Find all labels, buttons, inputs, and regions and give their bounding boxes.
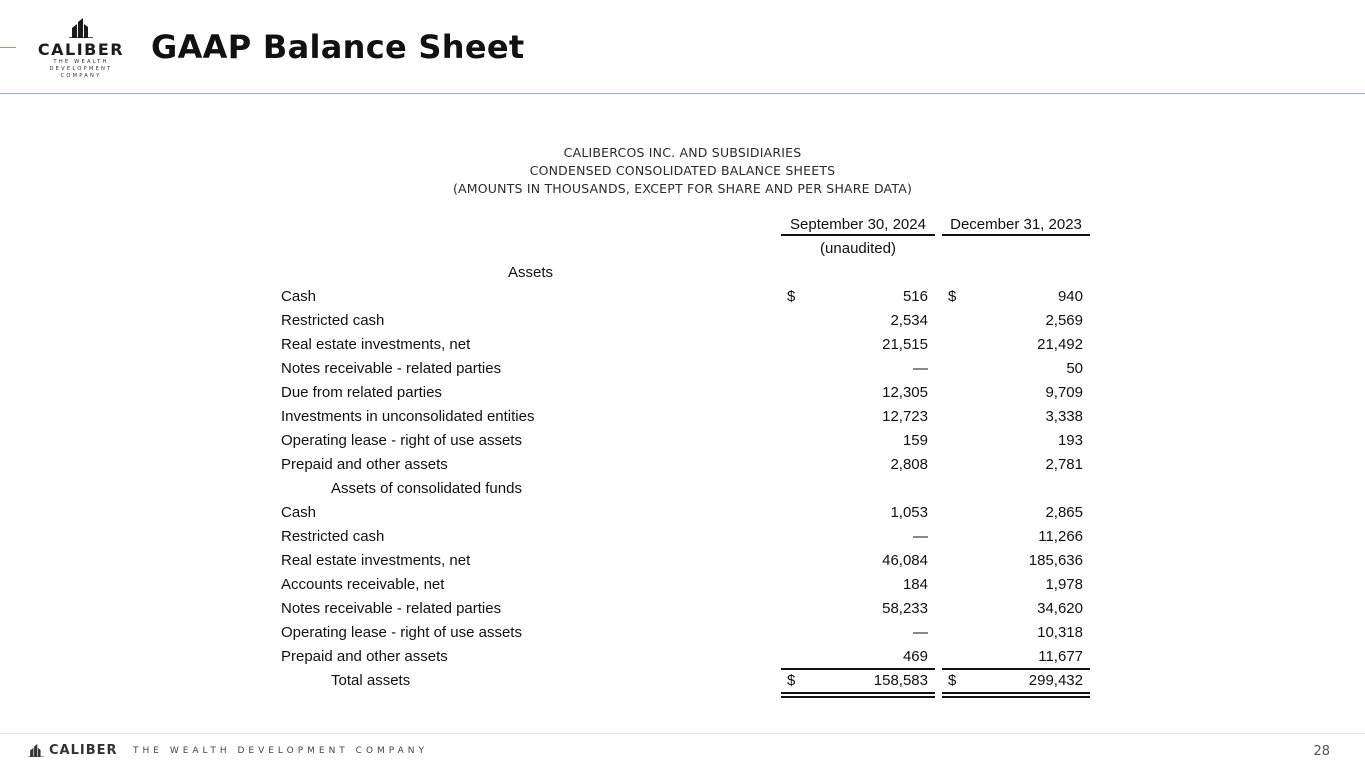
row-label: Prepaid and other assets bbox=[281, 648, 448, 665]
unaudited-note: (unaudited) bbox=[820, 240, 896, 257]
row-label: Restricted cash bbox=[281, 312, 385, 329]
footer-wordmark: CALIBER bbox=[49, 743, 118, 758]
table-row bbox=[0, 406, 1365, 430]
page-title: GAAP Balance Sheet bbox=[151, 28, 525, 66]
value-dec-2023: 50 bbox=[1066, 360, 1083, 377]
row-label: Real estate investments, net bbox=[281, 552, 471, 569]
table-row bbox=[0, 550, 1365, 574]
row-label: Investments in unconsolidated entities bbox=[281, 408, 535, 425]
row-label: Operating lease - right of use assets bbox=[281, 624, 522, 641]
value-dec-2023: 185,636 bbox=[1028, 552, 1083, 569]
caliber-logo bbox=[22, 18, 140, 79]
total-double-rule bbox=[781, 696, 935, 698]
value-sep-2024: 2,534 bbox=[890, 312, 928, 329]
value-dec-2023: 3,338 bbox=[1045, 408, 1083, 425]
value-sep-2024: 46,084 bbox=[882, 552, 928, 569]
table-row bbox=[0, 646, 1365, 670]
row-label: Total assets bbox=[331, 672, 411, 689]
subtotal-rule bbox=[781, 668, 935, 670]
value-dec-2023: 299,432 bbox=[1028, 672, 1083, 689]
row-label: Operating lease - right of use assets bbox=[281, 432, 522, 449]
value-sep-2024: 21,515 bbox=[882, 336, 928, 353]
logo-tagline bbox=[22, 59, 140, 80]
subtotal-rule bbox=[942, 668, 1090, 670]
column-header-dec-2023: December 31, 2023 bbox=[950, 216, 1082, 233]
value-sep-2024: 58,233 bbox=[882, 600, 928, 617]
footer-tagline: THE WEALTH DEVELOPMENT COMPANY bbox=[133, 746, 429, 756]
row-label: Cash bbox=[281, 504, 317, 521]
value-sep-2024: 158,583 bbox=[873, 672, 928, 689]
section-heading-assets: Assets bbox=[508, 264, 554, 281]
building-logo-icon bbox=[68, 18, 94, 38]
column-header-underline bbox=[781, 234, 935, 236]
company-heading: CALIBERCOS INC. AND SUBSIDIARIES bbox=[563, 145, 802, 160]
value-dec-2023: 10,318 bbox=[1037, 624, 1083, 641]
value-dec-2023: 11,266 bbox=[1038, 528, 1083, 545]
value-sep-2024: 469 bbox=[902, 648, 928, 665]
units-heading: (AMOUNTS IN THOUSANDS, EXCEPT FOR SHARE AND PER SHARE DATA) bbox=[452, 181, 913, 196]
row-label: Accounts receivable, net bbox=[281, 576, 445, 593]
header-divider bbox=[0, 93, 1365, 94]
currency-symbol: $ bbox=[787, 672, 796, 689]
logo-wordmark: CALIBER bbox=[37, 40, 125, 59]
value-dec-2023: 21,492 bbox=[1037, 336, 1083, 353]
table-row bbox=[0, 478, 1365, 502]
value-sep-2024: 2,808 bbox=[890, 456, 928, 473]
value-dec-2023: 1,978 bbox=[1045, 576, 1083, 593]
statement-headings bbox=[0, 144, 1365, 198]
value-dec-2023: 2,865 bbox=[1045, 504, 1083, 521]
value-dec-2023: 9,709 bbox=[1045, 384, 1083, 401]
value-dec-2023: 11,677 bbox=[1038, 648, 1083, 665]
row-label: Assets of consolidated funds bbox=[331, 480, 522, 497]
table-row bbox=[0, 358, 1365, 382]
value-sep-2024: 1,053 bbox=[890, 504, 928, 521]
row-label: Real estate investments, net bbox=[281, 336, 471, 353]
value-dec-2023: 2,781 bbox=[1045, 456, 1083, 473]
table-row bbox=[0, 382, 1365, 406]
value-sep-2024: — bbox=[913, 624, 928, 641]
statement-heading: CONDENSED CONSOLIDATED BALANCE SHEETS bbox=[529, 163, 836, 178]
total-double-rule bbox=[942, 692, 1090, 694]
footer-divider bbox=[0, 733, 1365, 734]
table-row bbox=[0, 502, 1365, 526]
row-label: Notes receivable - related parties bbox=[281, 600, 502, 617]
page-number: 28 bbox=[1313, 744, 1330, 759]
table-row bbox=[0, 598, 1365, 622]
total-double-rule bbox=[781, 692, 935, 694]
row-label: Due from related parties bbox=[281, 384, 442, 401]
value-dec-2023: 940 bbox=[1057, 288, 1083, 305]
value-sep-2024: — bbox=[913, 360, 928, 377]
table-row bbox=[0, 670, 1365, 694]
column-header-underline bbox=[942, 234, 1090, 236]
table-row bbox=[0, 574, 1365, 598]
value-dec-2023: 34,620 bbox=[1037, 600, 1083, 617]
table-row bbox=[0, 454, 1365, 478]
column-header-sep-2024: September 30, 2024 bbox=[790, 216, 926, 233]
value-sep-2024: 516 bbox=[902, 288, 928, 305]
value-sep-2024: 12,723 bbox=[882, 408, 928, 425]
row-label: Cash bbox=[281, 288, 317, 305]
row-label: Notes receivable - related parties bbox=[281, 360, 502, 377]
value-dec-2023: 193 bbox=[1057, 432, 1083, 449]
row-label: Prepaid and other assets bbox=[281, 456, 448, 473]
value-sep-2024: 184 bbox=[902, 576, 928, 593]
table-row bbox=[0, 430, 1365, 454]
logo-tagline-line-1: THE WEALTH DEVELOPMENT bbox=[49, 59, 113, 72]
logo-tagline-line-2: COMPANY bbox=[60, 73, 102, 79]
value-sep-2024: — bbox=[913, 528, 928, 545]
table-row bbox=[0, 622, 1365, 646]
accent-tick bbox=[0, 47, 16, 48]
value-sep-2024: 159 bbox=[902, 432, 928, 449]
table-row bbox=[0, 526, 1365, 550]
table-row bbox=[0, 334, 1365, 358]
table-row bbox=[0, 286, 1365, 310]
value-dec-2023: 2,569 bbox=[1045, 312, 1083, 329]
currency-symbol: $ bbox=[948, 288, 957, 305]
table-row bbox=[0, 310, 1365, 334]
row-label: Restricted cash bbox=[281, 528, 385, 545]
currency-symbol: $ bbox=[948, 672, 957, 689]
currency-symbol: $ bbox=[787, 288, 796, 305]
building-logo-icon bbox=[26, 744, 46, 757]
total-double-rule bbox=[942, 696, 1090, 698]
value-sep-2024: 12,305 bbox=[882, 384, 928, 401]
